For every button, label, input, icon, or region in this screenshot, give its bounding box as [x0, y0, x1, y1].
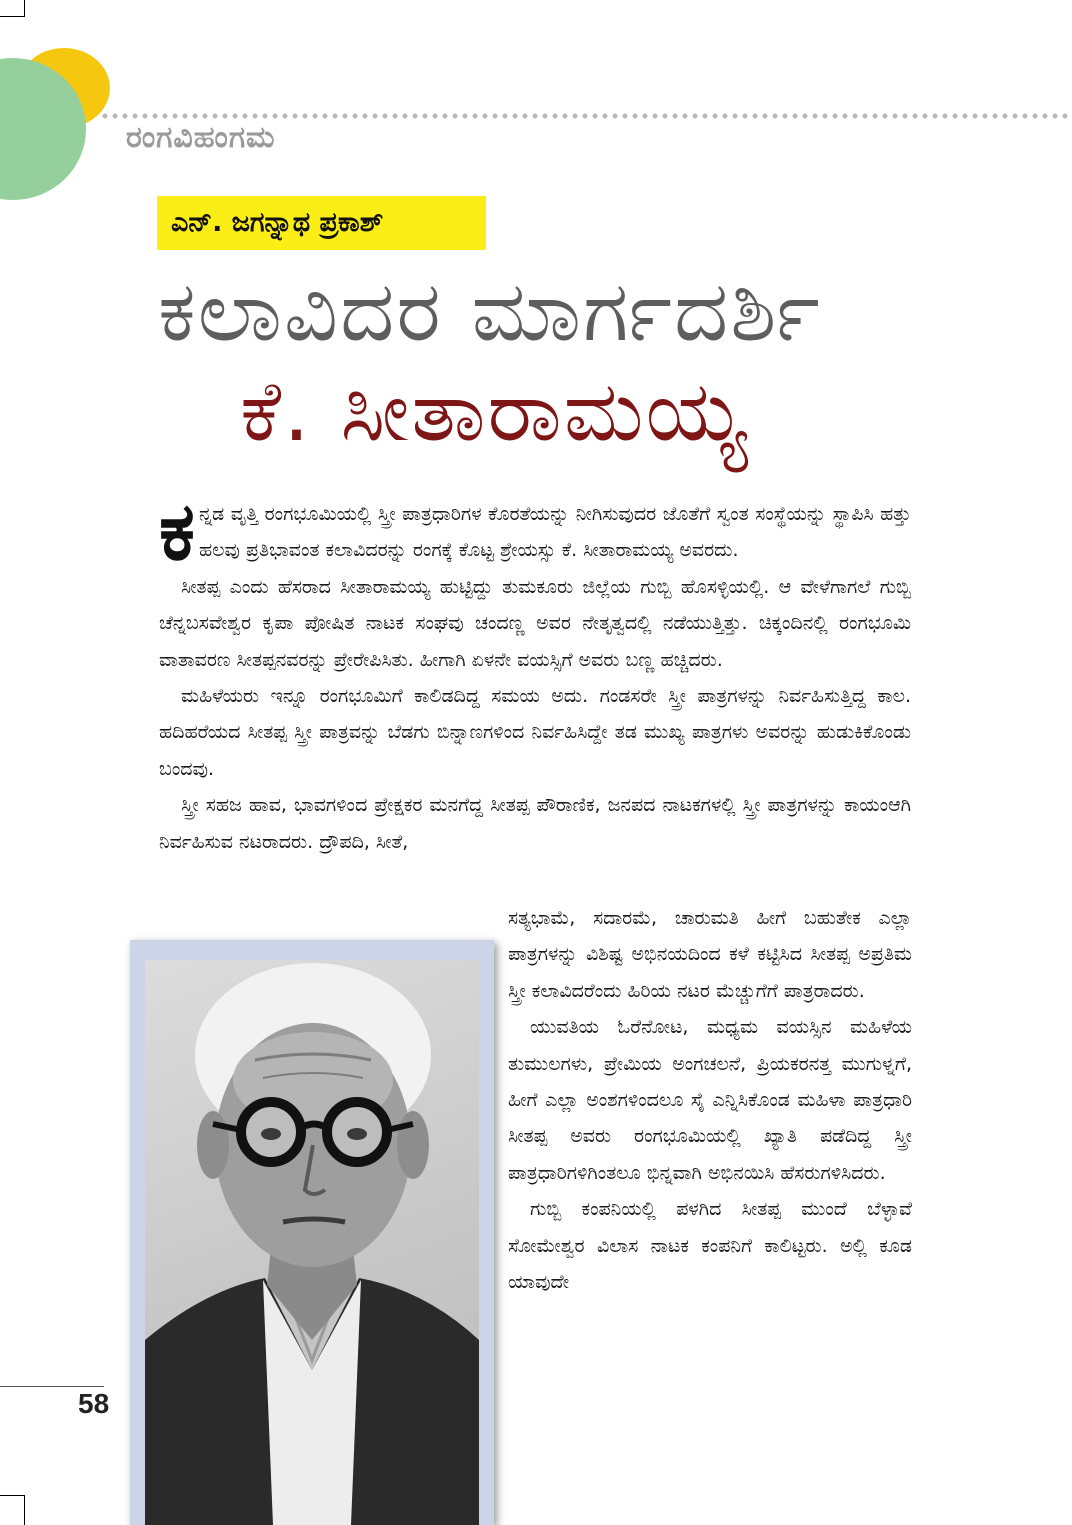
paragraph-4-continued: ಸತ್ಯಭಾಮೆ, ಸದಾರಮೆ, ಚಾರುಮತಿ ಹೀಗೆ ಬಹುತೇಕ ಎಲ್ಲಾ ಪಾತ್ರಗಳನ್ನು ವಿಶಿಷ್ಟ ಅಭಿನಯದಿಂದ ಕಳೆ ಕಟ್ಟಿಸಿದ ಸೀತಪ್ಪ ಅಪ್ರತಿಮ ಸ್ತ್ರೀ ಕಲಾವಿದರೆಂದು ಹಿರಿಯ ನಟರ ಮೆಚ್ಚುಗೆಗೆ ಪಾತ್ರರಾದರು.	[508, 907, 912, 1002]
crop-mark-bottom-v	[24, 1495, 25, 1525]
drop-cap: ಕ	[159, 485, 195, 578]
paragraph-1-text: ನ್ನಡ ವೃತ್ತಿ ರಂಗಭೂಮಿಯಲ್ಲಿ ಸ್ತ್ರೀ ಪಾತ್ರಧಾರಿಗಳ ಕೊರತೆಯನ್ನು ನೀಗಿಸುವುದರ ಜೊತೆಗೆ ಸ್ವಂತ ಸಂಸ್ಥೆಯನ್ನು ಸ್ಥಾಪಿಸಿ ಹತ್ತು ಹಲವು ಪ್ರತಿಭಾವಂತ ಕಲಾವಿದರನ್ನು ರಂಗಕ್ಕೆ ಕೊಟ್ಟ ಶ್ರೇಯಸ್ಸು ಕೆ. ಸೀತಾರಾಮಯ್ಯ ಅವರದು.	[199, 503, 911, 562]
dotted-rule	[100, 112, 1072, 120]
paragraph-5: ಯುವತಿಯ ಓರೆನೋಟ, ಮಧ್ಯಮ ವಯಸ್ಸಿನ ಮಹಿಳೆಯ ತುಮುಲಗಳು, ಪ್ರೇಮಿಯ ಅಂಗಚಲನೆ, ಪ್ರಿಯಕರನತ್ತ ಮುಗುಳ್ನಗೆ, ಹೀಗೆ ಎಲ್ಲಾ ಅಂಶಗಳಿಂದಲೂ ಸೈ ಎನ್ನಿಸಿಕೊಂಡ ಮಹಿಳಾ ಪಾತ್ರಧಾರಿ ಸೀತಪ್ಪ ಅವರು ರಂಗಭೂಮಿಯಲ್ಲಿ ಖ್ಯಾತಿ ಪಡೆದಿದ್ದ ಸ್ತ್ರೀ ಪಾತ್ರಧಾರಿಗಳಿಗಿಂತಲೂ ಭಿನ್ನವಾಗಿ ಅಭಿನಯಿಸಿ ಹೆಸರುಗಳಿಸಿದರು.	[508, 1016, 912, 1184]
portrait-illustration	[145, 960, 479, 1525]
section-label: ರಂಗವಿಹಂಗಮ	[126, 120, 276, 155]
crop-mark-bottom-h	[0, 1495, 24, 1496]
author-name: ಎನ್‌. ಜಗನ್ನಾಥ ಪ್ರಕಾಶ್‌	[171, 207, 384, 238]
headline-line-1: ಕಲಾವಿದರ ಮಾರ್ಗದರ್ಶಿ	[158, 262, 822, 360]
paragraph-3: ಮಹಿಳೆಯರು ಇನ್ನೂ ರಂಗಭೂಮಿಗೆ ಕಾಲಿಡದಿದ್ದ ಸಮಯ ಅದು. ಗಂಡಸರೇ ಸ್ತ್ರೀ ಪಾತ್ರಗಳನ್ನು ನಿರ್ವಹಿಸುತ್ತಿದ್ದ ಕಾಲ. ಹದಿಹರೆಯದ ಸೀತಪ್ಪ ಸ್ತ್ರೀ ಪಾತ್ರವನ್ನು ಬೆಡಗು ಬಿನ್ನಾಣಗಳಿಂದ ನಿರ್ವಹಿಸಿದ್ದೇ ತಡ ಮುಖ್ಯ ಪಾತ್ರಗಳು ಅವರನ್ನು ಹುಡುಕಿಕೊಂಡು ಬಂದವು.	[159, 685, 911, 780]
article-right-column	[508, 900, 912, 1300]
article-body	[159, 485, 911, 860]
page-number: 58	[78, 1388, 110, 1419]
folio-rule	[0, 1386, 104, 1387]
headline-line-2: ಕೆ. ಸೀತಾರಾಮಯ್ಯ	[240, 362, 750, 460]
paragraph-1	[159, 485, 911, 578]
paragraph-2: ಸೀತಪ್ಪ ಎಂದು ಹೆಸರಾದ ಸೀತಾರಾಮಯ್ಯ ಹುಟ್ಟಿದ್ದು ತುಮಕೂರು ಜಿಲ್ಲೆಯ ಗುಬ್ಬಿ ಹೊಸಳ್ಳಿಯಲ್ಲಿ. ಆ ವೇಳೆಗಾಗಲೆ ಗುಬ್ಬಿ ಚೆನ್ನಬಸವೇಶ್ವರ ಕೃಪಾ ಪೋಷಿತ ನಾಟಕ ಸಂಘವು ಚಂದಣ್ಣ ಅವರ ನೇತೃತ್ವದಲ್ಲಿ ನಡೆಯುತ್ತಿತ್ತು. ಚಿಕ್ಕಂದಿನಲ್ಲಿ ರಂಗಭೂಮಿ ವಾತಾವರಣ ಸೀತಪ್ಪನವರನ್ನು ಪ್ರೇರೇಪಿಸಿತು. ಹೀಗಾಗಿ ಏಳನೇ ವಯಸ್ಸಿಗೆ ಅವರು ಬಣ್ಣ ಹಚ್ಚಿದರು.	[159, 575, 911, 671]
portrait-photo	[145, 960, 479, 1525]
portrait-frame	[130, 940, 494, 1525]
crop-mark-top-v	[24, 0, 25, 17]
paragraph-6: ಗುಬ್ಬಿ ಕಂಪನಿಯಲ್ಲಿ ಪಳಗಿದ ಸೀತಪ್ಪ ಮುಂದೆ ಬೆಳ್ಳಾವೆ ಸೋಮೇಶ್ವರ ವಿಲಾಸ ನಾಟಕ ಕಂಪನಿಗೆ ಕಾಲಿಟ್ಟರು. ಅಲ್ಲಿ ಕೂಡ ಯಾವುದೇ	[508, 1198, 912, 1294]
paragraph-4: ಸ್ತ್ರೀ ಸಹಜ ಹಾವ, ಭಾವಗಳಿಂದ ಪ್ರೇಕ್ಷಕರ ಮನಗೆದ್ದ ಸೀತಪ್ಪ ಪೌರಾಣಿಕ, ಜನಪದ ನಾಟಕಗಳಲ್ಲಿ ಸ್ತ್ರೀ ಪಾತ್ರಗಳನ್ನು ಕಾಯಂಆಗಿ ನಿರ್ವಹಿಸುವ ನಟರಾದರು. ದ್ರೌಪದಿ, ಸೀತೆ,	[159, 794, 911, 853]
author-byline	[157, 196, 486, 250]
crop-mark-top-h	[0, 16, 24, 17]
